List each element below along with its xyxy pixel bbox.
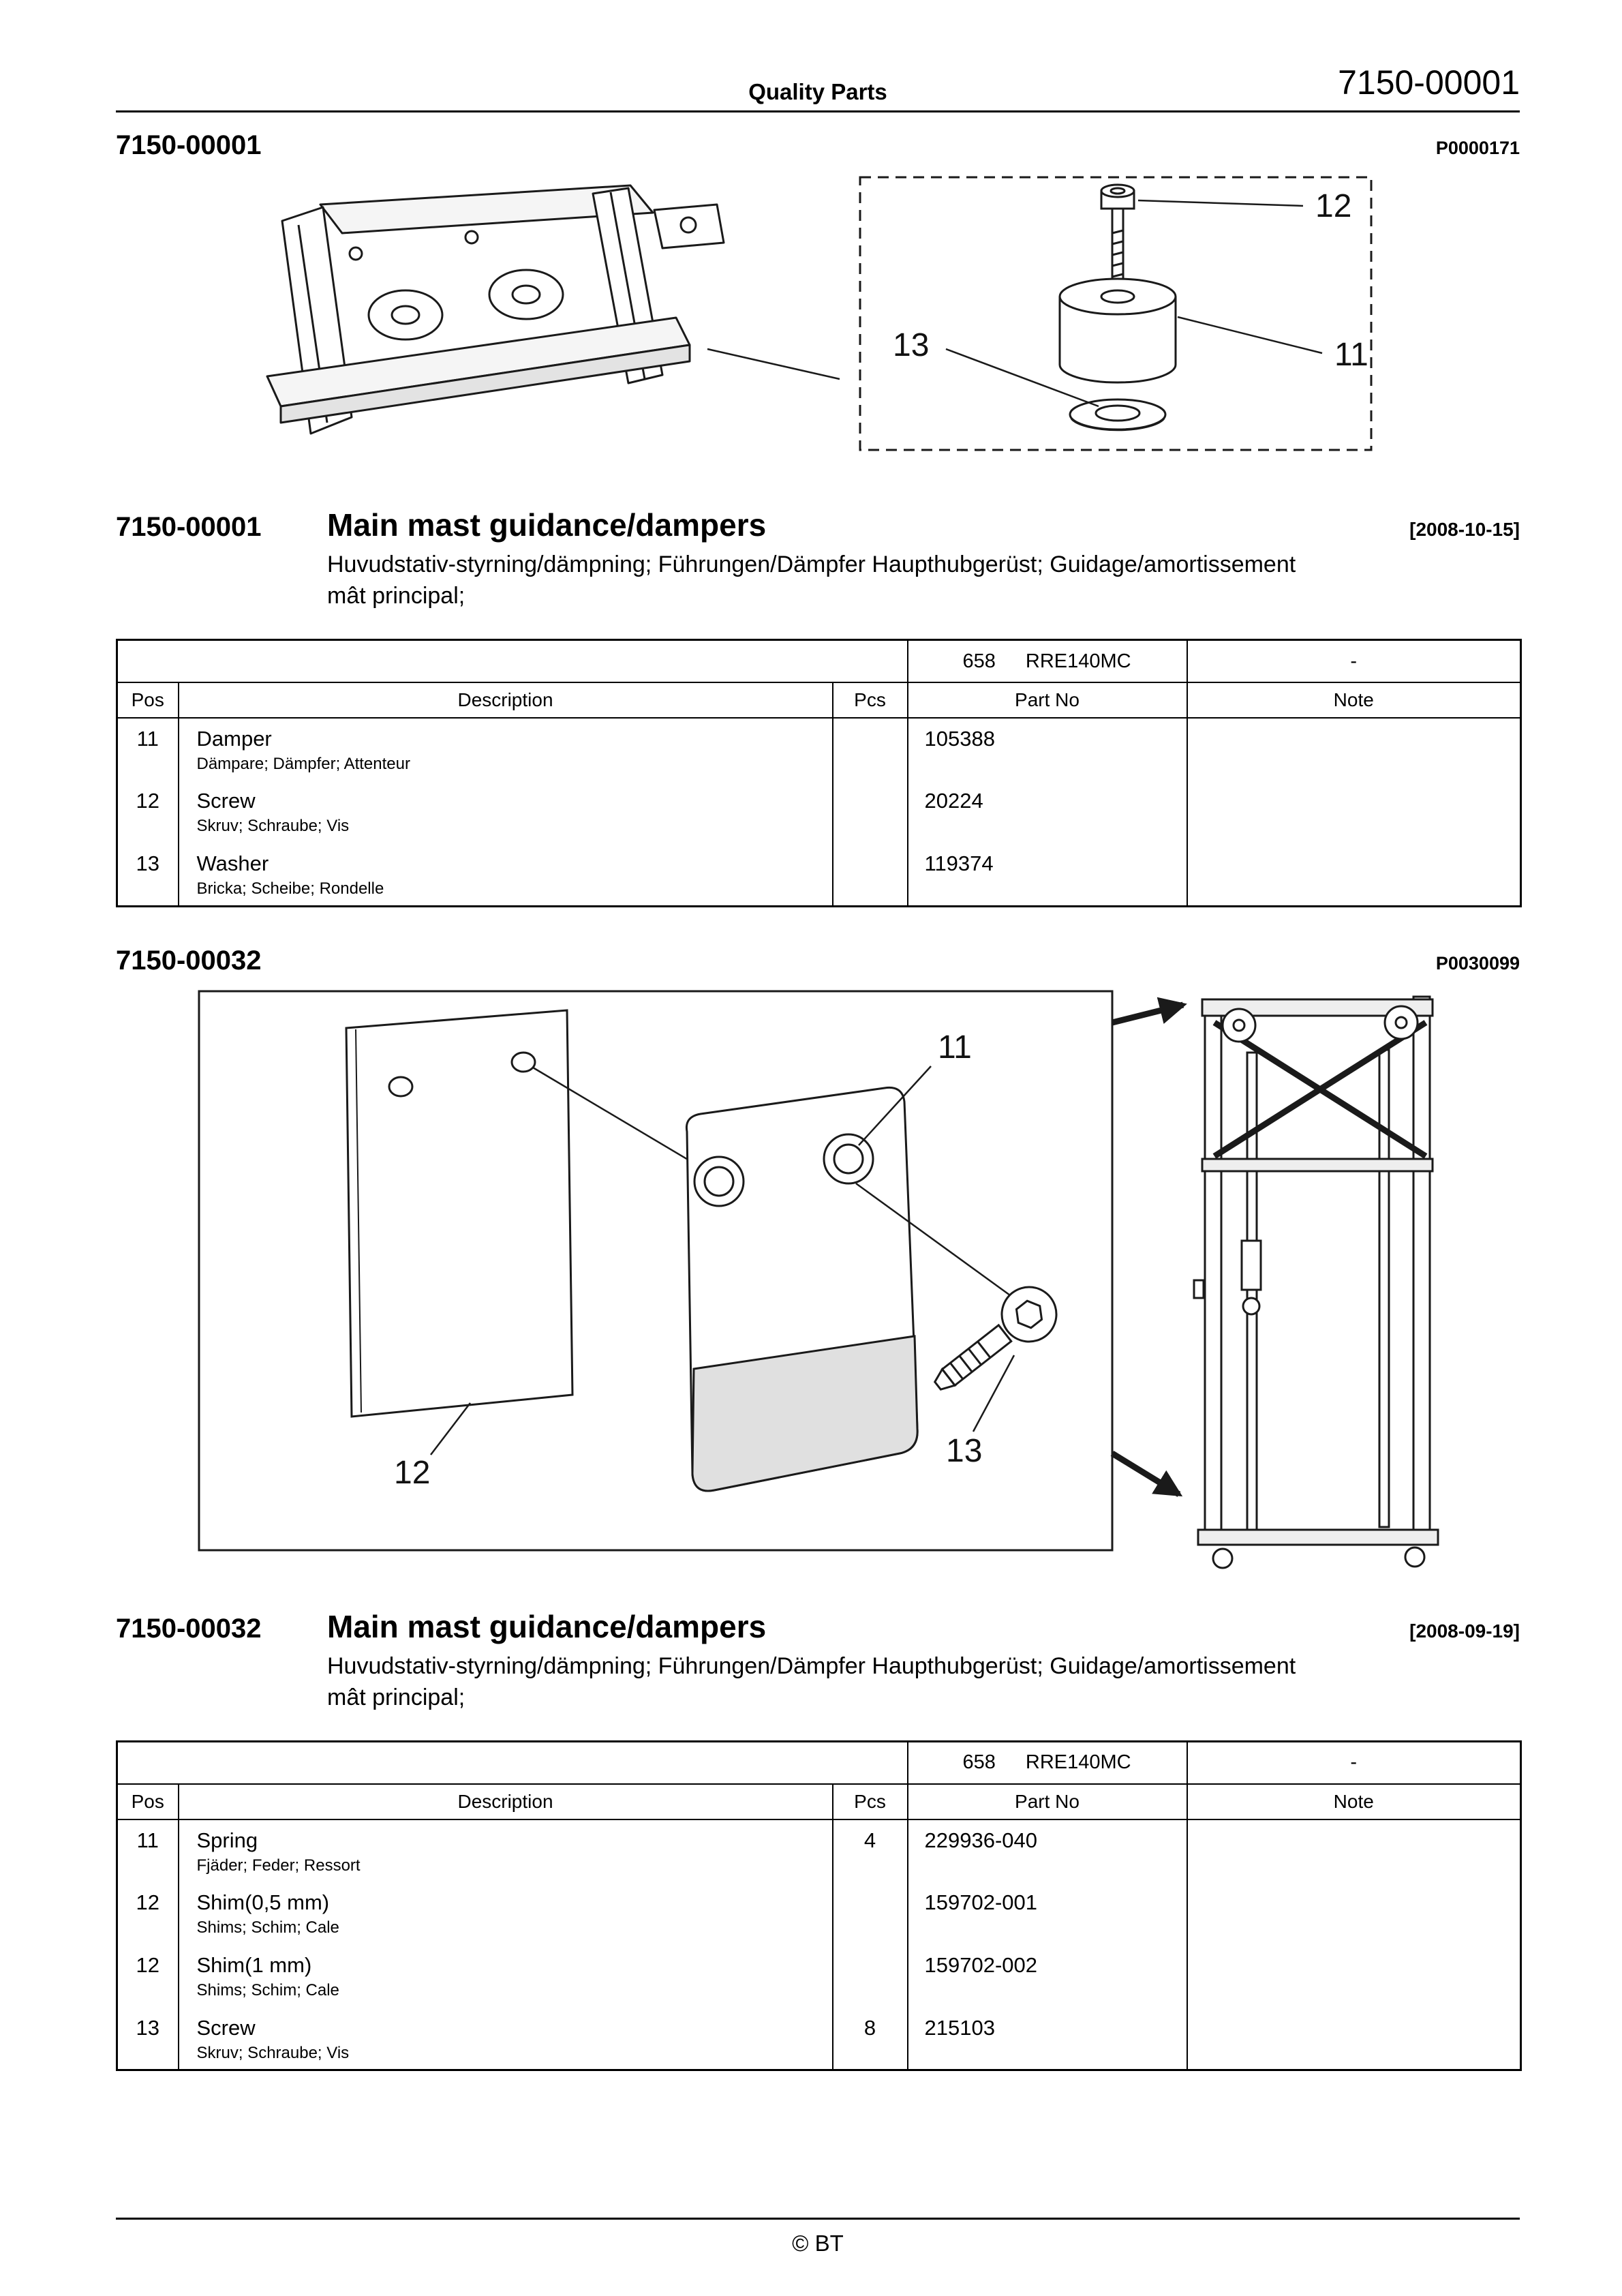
leader-line-11 [1178,317,1322,353]
damper-drawing [1060,279,1176,382]
section2-title: Main mast guidance/dampers [327,1608,767,1644]
part-no-cell: 215103 [908,2008,1187,2070]
description-translations: Shims; Schim; Cale [196,1918,339,1937]
model-name: RRE140MC [1025,1751,1131,1773]
section1-subtitle-line1: Huvudstativ-styrning/dämpning; Führungen/Dämpfer Haupthubgerüst; Guidage/amortissement [327,552,1296,577]
description-translations: Skruv; Schraube; Vis [196,2043,350,2062]
table-header-row [117,1784,1521,1819]
pos-cell: 11 [117,1819,179,1882]
page-footer [116,2218,1520,2256]
description-main: Washer [196,851,269,875]
model-row [117,640,1521,683]
model-note: - [1187,640,1521,683]
note-cell [1187,1882,1521,1945]
table-row [117,843,1521,906]
description-main: Shim(0,5 mm) [196,1890,330,1914]
description-cell [179,781,833,843]
section1-revision-date: [2008-10-15] [1409,519,1520,540]
part-no-cell: 159702-002 [908,1945,1187,2008]
description-cell [179,718,833,781]
col-header-description: Description [179,682,833,718]
pos-cell: 12 [117,781,179,843]
col-header-note: Note [1187,1784,1521,1819]
callout-13: 13 [946,1432,983,1469]
col-header-pcs: Pcs [833,1784,908,1819]
guidance-figure-svg [116,987,1520,1570]
callout-11: 11 [1334,337,1368,373]
description-cell [179,843,833,906]
note-cell [1187,781,1521,843]
note-cell [1187,1945,1521,2008]
model-row-spacer [117,1741,908,1784]
pos-cell: 13 [117,843,179,906]
parts-table-1 [116,639,1522,907]
section2-subtitle-line1: Huvudstativ-styrning/dämpning; Führungen/Dämpfer Haupthubgerüst; Guidage/amortissement [327,1652,1296,1679]
table-row [117,2008,1521,2070]
pcs-cell [833,1882,908,1945]
section1-subtitle-line2: mât principal; [327,583,465,609]
pos-cell: 11 [117,718,179,781]
damper-figure-svg [116,170,1520,474]
leader-line-12 [1138,200,1303,206]
copyright-text: © BT [792,2231,844,2256]
table-row [117,1819,1521,1882]
col-header-pcs: Pcs [833,682,908,718]
guidance-bracket-drawing [686,1087,917,1491]
part-no-cell: 105388 [908,718,1187,781]
pcs-cell: 8 [833,2008,908,2070]
callout-13: 13 [893,327,930,363]
model-code: 658 [962,1751,996,1773]
col-header-pos: Pos [117,1784,179,1819]
section2-heading-code: 7150-00032 [116,1613,262,1644]
table-row [117,1882,1521,1945]
description-main: Shim(1 mm) [196,1952,312,1977]
pcs-cell [833,1945,908,2008]
description-translations: Fjäder; Feder; Ressort [196,1856,361,1875]
section1-figure-ref: P0000171 [1435,138,1520,158]
description-cell [179,1882,833,1945]
section2-figure-ref: P0030099 [1435,952,1520,973]
model-cell [908,1741,1187,1784]
table-row [117,1945,1521,2008]
pcs-cell [833,843,908,906]
model-note: - [1187,1741,1521,1784]
section1-subtitle [327,549,1520,611]
col-header-pos: Pos [117,682,179,718]
section2-code-row [116,946,1520,976]
section1-heading [116,507,1520,543]
model-cell [908,640,1187,683]
pcs-cell: 4 [833,1819,908,1882]
location-arrow-bottom [1112,1453,1179,1494]
section1-code-row [116,130,1520,161]
mast-location-drawing [1194,997,1438,1568]
callout-12: 12 [1315,188,1352,224]
table-header-row [117,682,1521,718]
section2-subtitle-line2: mât principal; [327,1684,465,1710]
figure-guidance-plates-view [116,987,1520,1570]
table-row [117,781,1521,843]
description-translations: Shims; Schim; Cale [196,1980,339,1999]
description-cell [179,1945,833,2008]
part-no-cell: 119374 [908,843,1187,906]
mast-assembly-drawing [267,185,840,434]
callout-11: 11 [938,1029,972,1066]
description-cell [179,2008,833,2070]
section2-heading [116,1608,1520,1645]
description-main: Damper [196,727,272,751]
section2-subtitle [327,1650,1520,1713]
parts-table-2 [116,1740,1522,2072]
note-cell [1187,843,1521,906]
screw-drawing [1101,185,1134,288]
page-header [116,0,1520,112]
table-row [117,718,1521,781]
model-row [117,1741,1521,1784]
part-no-cell: 20224 [908,781,1187,843]
col-header-part-no: Part No [908,682,1187,718]
model-name: RRE140MC [1025,650,1131,672]
col-header-part-no: Part No [908,1784,1187,1819]
note-cell [1187,1819,1521,1882]
description-translations: Dämpare; Dämpfer; Attenteur [196,755,410,773]
pcs-cell [833,718,908,781]
col-header-note: Note [1187,682,1521,718]
section1-title: Main mast guidance/dampers [327,507,767,543]
model-row-spacer [117,640,908,683]
description-main: Screw [196,789,256,813]
col-header-description: Description [179,1784,833,1819]
location-arrow-top [1112,1005,1183,1023]
section1-heading-code: 7150-00001 [116,512,262,542]
header-doc-number: 7150-00001 [1338,63,1520,102]
header-title: Quality Parts [748,79,887,104]
description-translations: Skruv; Schraube; Vis [196,817,350,835]
part-no-cell: 159702-001 [908,1882,1187,1945]
part-no-cell: 229936-040 [908,1819,1187,1882]
section2-revision-date: [2008-09-19] [1409,1620,1520,1642]
pos-cell: 12 [117,1945,179,2008]
pos-cell: 13 [117,2008,179,2070]
note-cell [1187,718,1521,781]
callout-12: 12 [394,1454,431,1491]
description-translations: Bricka; Scheibe; Rondelle [196,879,384,898]
pcs-cell [833,781,908,843]
description-cell [179,1819,833,1882]
note-cell [1187,2008,1521,2070]
section2-code: 7150-00032 [116,945,262,976]
pos-cell: 12 [117,1882,179,1945]
model-code: 658 [962,650,996,672]
description-main: Screw [196,2015,256,2040]
description-main: Spring [196,1828,258,1852]
figure-damper-exploded-view [116,170,1520,474]
section1-code: 7150-00001 [116,130,262,160]
washer-drawing [1070,399,1165,430]
